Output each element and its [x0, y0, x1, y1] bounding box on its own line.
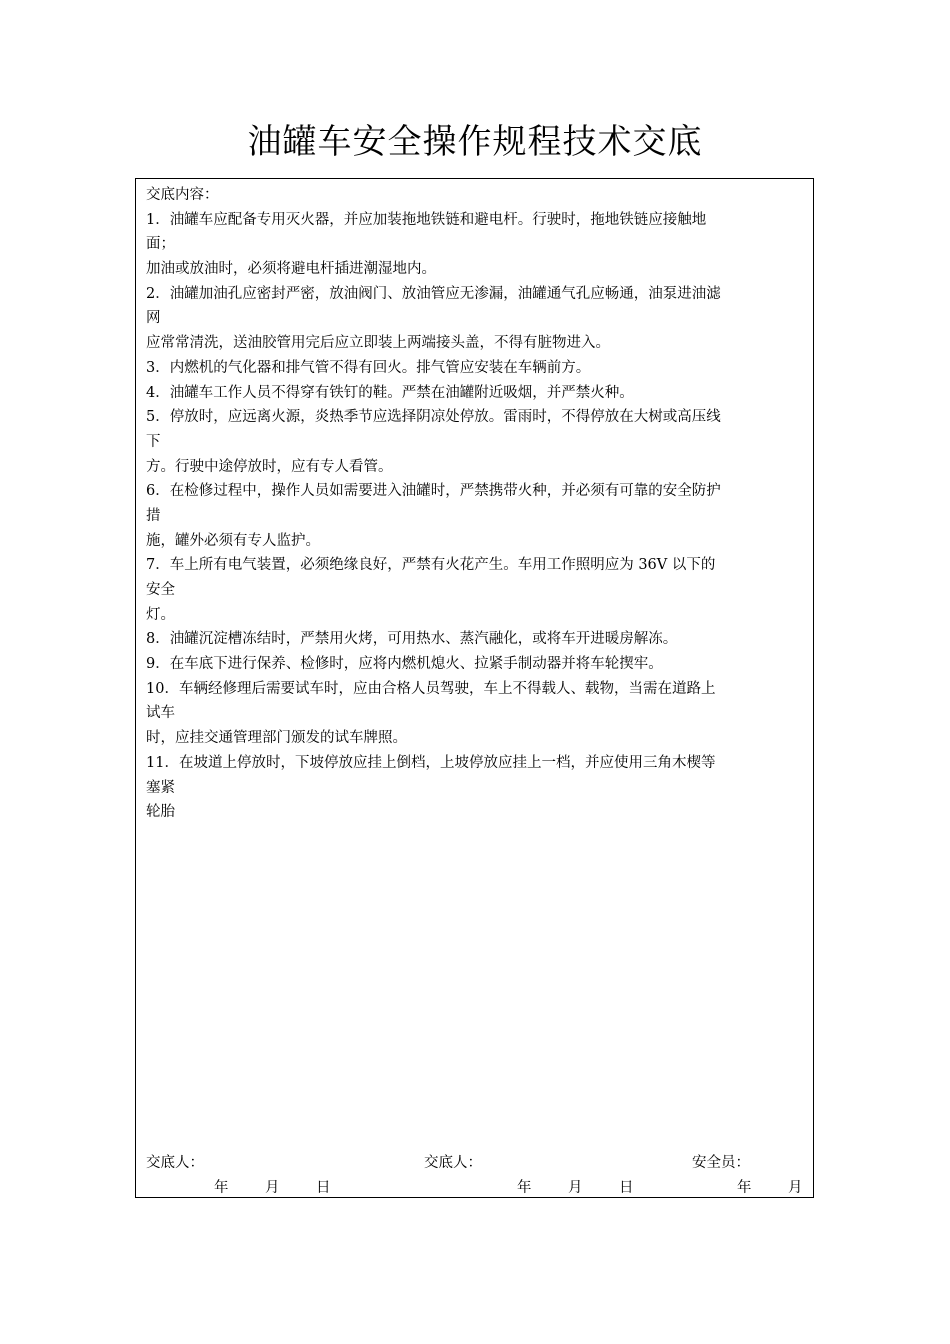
content-line: 7．车上所有电气装置，必须绝缘良好，严禁有火花产生。车用工作照明应为 36V 以下的	[146, 557, 716, 574]
date-day-1: 日	[316, 1180, 331, 1196]
content-line: 塞紧	[146, 779, 175, 796]
content-line: 9．在车底下进行保养、检修时，应将内燃机熄火、拉紧手制动器并将车轮揳牢。	[146, 656, 663, 673]
safety-officer-label: 安全员：	[692, 1155, 750, 1171]
content-line: 面；	[146, 236, 175, 253]
content-line: 施，罐外必须有专人监护。	[146, 532, 320, 549]
date-month-1: 月	[265, 1180, 280, 1196]
document-title: 油罐车安全操作规程技术交底	[247, 122, 703, 162]
content-line: 方。行驶中途停放时，应有专人看管。	[146, 458, 393, 475]
content-line: 时，应挂交通管理部门颁发的试车牌照。	[146, 730, 407, 747]
content-line: 11．在坡道上停放时，下坡停放应挂上倒档，上坡停放应挂上一档，并应使用三角木楔等	[146, 754, 716, 771]
content-line: 轮胎	[146, 804, 175, 821]
disclosure-table	[135, 178, 814, 1198]
content-line: 3．内燃机的气化器和排气管不得有回火。排气管应安装在车辆前方。	[146, 359, 591, 376]
content-line: 灯。	[146, 606, 175, 623]
content-line: 下	[146, 433, 161, 450]
content-line: 安全	[146, 582, 175, 598]
content-line: 6．在检修过程中，操作人员如需要进入油罐时，严禁携带火种，并必须有可靠的安全防护	[146, 483, 721, 500]
content-line: 4．油罐车工作人员不得穿有铁钉的鞋。严禁在油罐附近吸烟，并严禁火种。	[146, 384, 634, 401]
content-line: 10．车辆经修理后需要试车时，应由合格人员驾驶，车上不得载人、载物，当需在道路上	[146, 680, 716, 697]
content-line: 网	[146, 310, 161, 327]
date-day-2: 日	[619, 1180, 634, 1196]
date-year-2: 年	[517, 1180, 532, 1196]
date-month-2: 月	[568, 1180, 583, 1196]
content-line: 8．油罐沉淀槽冻结时，严禁用火烤，可用热水、蒸汽融化，或将车开进暖房解冻。	[146, 631, 678, 648]
content-line: 加油或放油时，必须将避电杆插进潮湿地内。	[146, 261, 436, 278]
content-line: 1．油罐车应配备专用灭火器，并应加装拖地铁链和避电杆。行驶时，拖地铁链应接触地	[146, 211, 707, 228]
content-line: 措	[146, 507, 161, 524]
date-year-3: 年	[737, 1180, 752, 1196]
disclosure-content	[146, 183, 808, 825]
content-line: 2．油罐加油孔应密封严密，放油阀门、放油管应无渗漏，油罐通气孔应畅通，油泵进油滤	[146, 285, 721, 302]
date-year-1: 年	[214, 1180, 229, 1196]
content-line: 5．停放时，应远离火源，炎热季节应选择阴凉处停放。雷雨时，不得停放在大树或高压线	[146, 409, 721, 426]
discloser-label-2: 交底人：	[424, 1155, 482, 1171]
content-line: 应常常清洗，送油胶管用完后应立即装上两端接头盖，不得有脏物进入。	[146, 335, 610, 352]
discloser-label-1: 交底人：	[146, 1155, 204, 1171]
content-line: 试车	[146, 705, 175, 722]
date-month-3: 月	[788, 1180, 803, 1196]
content-line: 交底内容：	[146, 187, 219, 203]
